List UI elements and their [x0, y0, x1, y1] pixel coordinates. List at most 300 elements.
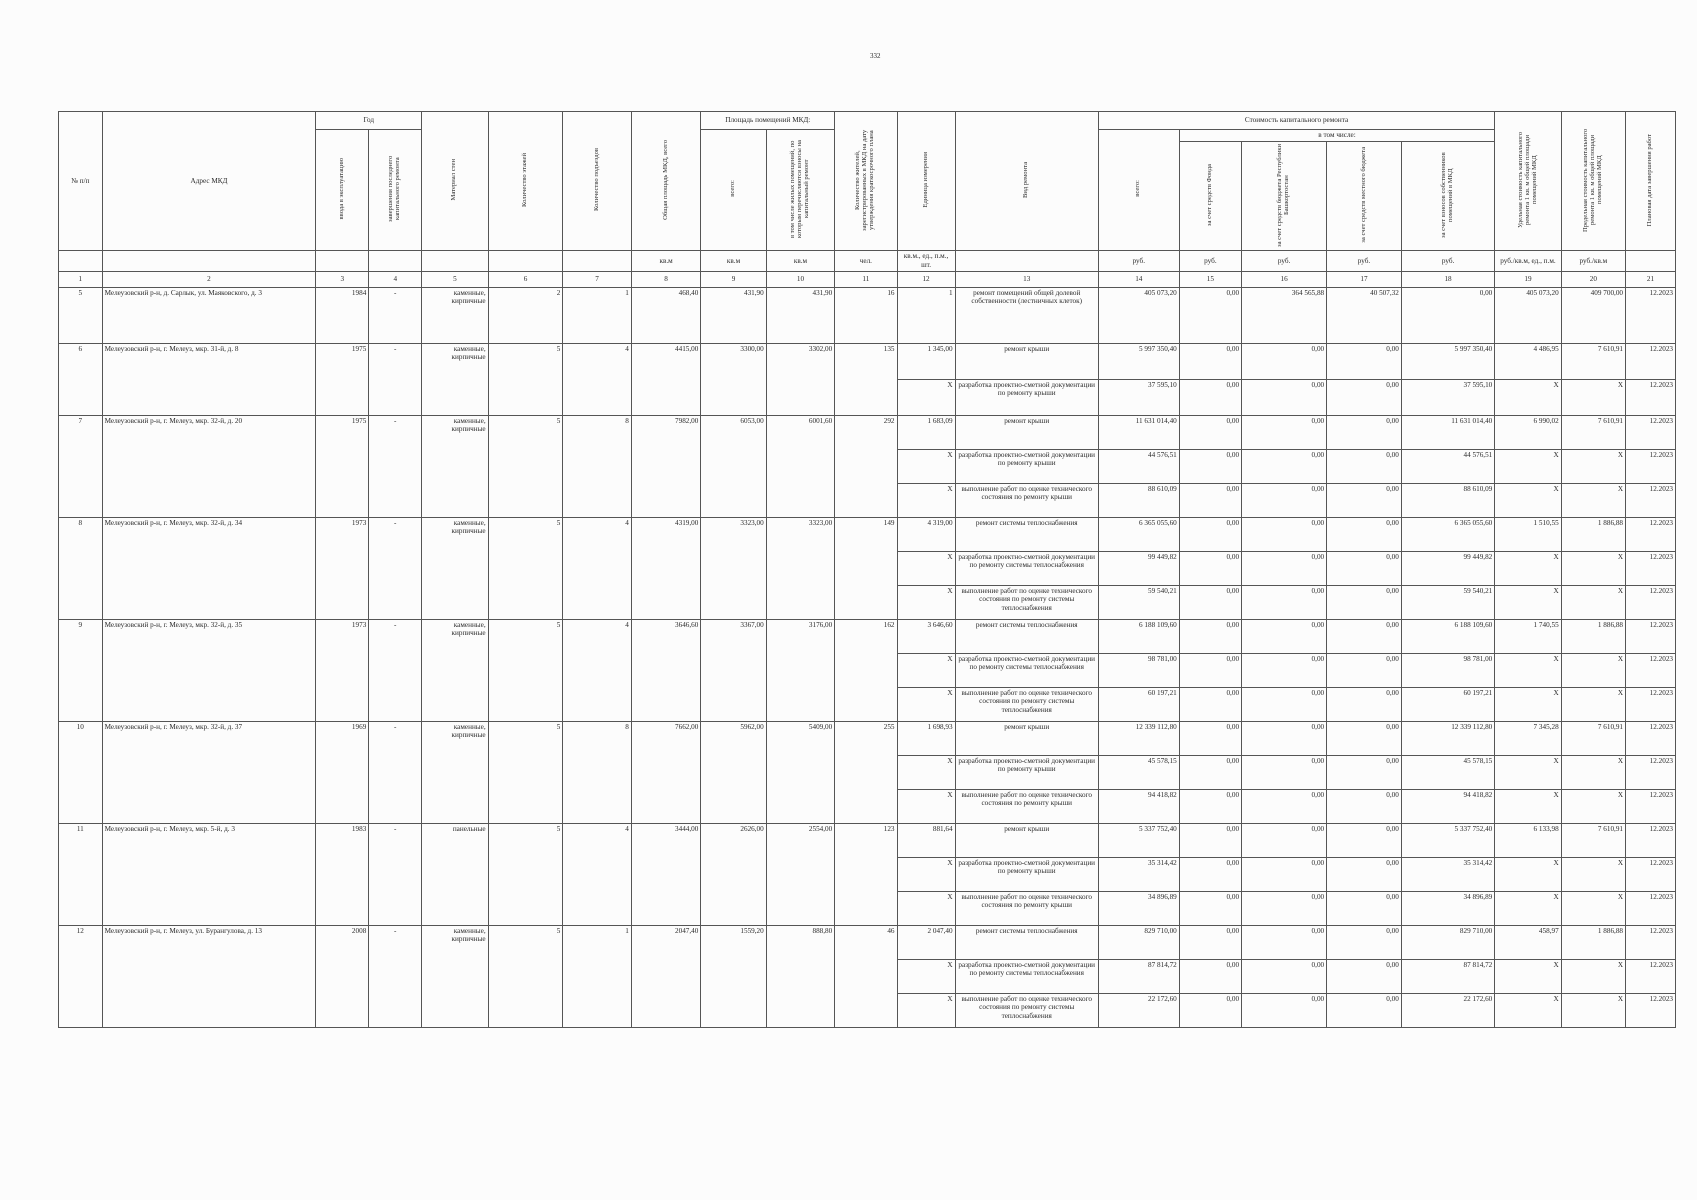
work-type: ремонт помещений общей долевой собственности (лестничных клеток) [955, 287, 1098, 343]
work-max-cost: 7 610,91 [1561, 721, 1625, 755]
work-quantity: 1 345,00 [897, 343, 955, 379]
work-quantity: X [897, 585, 955, 619]
work-max-cost: X [1561, 891, 1625, 925]
work-max-cost: X [1561, 551, 1625, 585]
header-specific-cost: Удельная стоимость капитального ремонта 1 кв. м общей площади помещений МКД [1495, 112, 1561, 251]
work-quantity: X [897, 891, 955, 925]
col-index: 7 [563, 271, 631, 287]
work-type: ремонт крыши [955, 823, 1098, 857]
col-index: 20 [1561, 271, 1625, 287]
header-year-group: Год [316, 112, 422, 130]
unit-cell: руб. [1401, 251, 1494, 271]
work-cost-republic: 0,00 [1242, 993, 1327, 1027]
row-premises-area: 2626,00 [701, 823, 766, 925]
row-last-repair: - [369, 619, 422, 721]
work-planned-date: 12.2023 [1626, 585, 1676, 619]
row-address: Мелеузовский р-н, г. Мелеуз, мкр. 31-й, д. 8 [102, 343, 316, 415]
work-cost-local: 0,00 [1327, 823, 1402, 857]
table-row [59, 823, 1676, 857]
unit-cell: руб. [1242, 251, 1327, 271]
work-max-cost: X [1561, 585, 1625, 619]
work-cost-republic: 0,00 [1242, 379, 1327, 415]
row-premises-paying: 2554,00 [766, 823, 835, 925]
work-planned-date: 12.2023 [1626, 857, 1676, 891]
work-cost-fund: 0,00 [1179, 891, 1241, 925]
table-header [59, 112, 1676, 288]
work-quantity: X [897, 687, 955, 721]
work-cost-local: 0,00 [1327, 857, 1402, 891]
row-floors: 5 [488, 619, 563, 721]
work-type: выполнение работ по оценке технического состояния по ремонту системы теплоснабжения [955, 993, 1098, 1027]
row-year: 1975 [316, 415, 369, 517]
row-number: 6 [59, 343, 103, 415]
work-specific-cost: X [1495, 959, 1561, 993]
row-walls: каменные, кирпичные [422, 925, 488, 1027]
work-cost-republic: 0,00 [1242, 619, 1327, 653]
work-quantity: X [897, 959, 955, 993]
header-cost-fund: за счет средств Фонда [1179, 141, 1241, 251]
work-cost-republic: 0,00 [1242, 823, 1327, 857]
unit-cell: руб. [1098, 251, 1179, 271]
header-planned-date: Плановая дата завершения работ [1626, 112, 1676, 251]
work-cost-fund: 0,00 [1179, 857, 1241, 891]
work-specific-cost: X [1495, 483, 1561, 517]
work-cost-local: 0,00 [1327, 959, 1402, 993]
work-planned-date: 12.2023 [1626, 379, 1676, 415]
work-specific-cost: X [1495, 449, 1561, 483]
col-index: 6 [488, 271, 563, 287]
unit-cell: руб./кв.м [1561, 251, 1625, 271]
col-index: 16 [1242, 271, 1327, 287]
work-cost-republic: 0,00 [1242, 415, 1327, 449]
work-cost-republic: 0,00 [1242, 959, 1327, 993]
work-cost-fund: 0,00 [1179, 287, 1241, 343]
work-type: разработка проектно-сметной документации по ремонту крыши [955, 449, 1098, 483]
row-residents: 162 [835, 619, 897, 721]
row-floors: 5 [488, 343, 563, 415]
col-index: 10 [766, 271, 835, 287]
work-max-cost: X [1561, 653, 1625, 687]
work-type: выполнение работ по оценке технического состояния по ремонту крыши [955, 483, 1098, 517]
work-cost-total: 11 631 014,40 [1098, 415, 1179, 449]
work-cost-local: 0,00 [1327, 721, 1402, 755]
work-max-cost: 1 886,88 [1561, 619, 1625, 653]
work-max-cost: 1 886,88 [1561, 517, 1625, 551]
work-type: разработка проектно-сметной документации по ремонту системы теплоснабжения [955, 551, 1098, 585]
work-specific-cost: X [1495, 551, 1561, 585]
header-cost-republic: за счет средств бюджета Республики Башкортостан [1242, 141, 1327, 251]
work-cost-republic: 0,00 [1242, 483, 1327, 517]
row-floors: 5 [488, 721, 563, 823]
work-cost-republic: 0,00 [1242, 517, 1327, 551]
row-entrances: 8 [563, 415, 631, 517]
col-index: 14 [1098, 271, 1179, 287]
work-cost-owners: 37 595,10 [1401, 379, 1494, 415]
work-cost-local: 0,00 [1327, 585, 1402, 619]
work-cost-total: 34 896,89 [1098, 891, 1179, 925]
work-cost-total: 94 418,82 [1098, 789, 1179, 823]
work-quantity: 1 698,93 [897, 721, 955, 755]
header-cost-group: Стоимость капитального ремонта [1098, 112, 1494, 130]
work-specific-cost: X [1495, 891, 1561, 925]
work-quantity: 2 047,40 [897, 925, 955, 959]
table-row [59, 619, 1676, 653]
col-index: 19 [1495, 271, 1561, 287]
header-repair-type: Вид ремонта [955, 112, 1098, 251]
work-type: ремонт крыши [955, 415, 1098, 449]
work-cost-republic: 0,00 [1242, 789, 1327, 823]
work-cost-total: 5 337 752,40 [1098, 823, 1179, 857]
work-cost-fund: 0,00 [1179, 823, 1241, 857]
col-index: 11 [835, 271, 897, 287]
row-floors: 5 [488, 415, 563, 517]
row-premises-paying: 3323,00 [766, 517, 835, 619]
table-row [59, 721, 1676, 755]
work-cost-fund: 0,00 [1179, 721, 1241, 755]
work-max-cost: 7 610,91 [1561, 343, 1625, 379]
row-entrances: 1 [563, 925, 631, 1027]
work-cost-owners: 44 576,51 [1401, 449, 1494, 483]
row-address: Мелеузовский р-н, г. Мелеуз, мкр. 32-й, д. 35 [102, 619, 316, 721]
work-planned-date: 12.2023 [1626, 925, 1676, 959]
work-planned-date: 12.2023 [1626, 755, 1676, 789]
work-cost-total: 59 540,21 [1098, 585, 1179, 619]
row-entrances: 1 [563, 287, 631, 343]
work-cost-local: 0,00 [1327, 687, 1402, 721]
col-index: 15 [1179, 271, 1241, 287]
work-cost-owners: 11 631 014,40 [1401, 415, 1494, 449]
row-last-repair: - [369, 721, 422, 823]
work-cost-local: 0,00 [1327, 755, 1402, 789]
work-cost-local: 0,00 [1327, 483, 1402, 517]
row-address: Мелеузовский р-н, г. Мелеуз, мкр. 32-й, д. 37 [102, 721, 316, 823]
row-total-area: 3646,60 [631, 619, 701, 721]
row-premises-paying: 888,80 [766, 925, 835, 1027]
work-cost-total: 35 314,42 [1098, 857, 1179, 891]
work-quantity: X [897, 449, 955, 483]
row-residents: 46 [835, 925, 897, 1027]
work-max-cost: X [1561, 789, 1625, 823]
work-specific-cost: 6 990,02 [1495, 415, 1561, 449]
row-residents: 135 [835, 343, 897, 415]
work-specific-cost: 4 486,95 [1495, 343, 1561, 379]
work-planned-date: 12.2023 [1626, 415, 1676, 449]
work-planned-date: 12.2023 [1626, 993, 1676, 1027]
work-planned-date: 12.2023 [1626, 551, 1676, 585]
row-address: Мелеузовский р-н, г. Мелеуз, мкр. 32-й, д. 34 [102, 517, 316, 619]
work-specific-cost: 1 510,55 [1495, 517, 1561, 551]
work-specific-cost: 458,97 [1495, 925, 1561, 959]
col-index: 18 [1401, 271, 1494, 287]
row-last-repair: - [369, 823, 422, 925]
work-max-cost: 1 886,88 [1561, 925, 1625, 959]
work-quantity: X [897, 379, 955, 415]
work-specific-cost: X [1495, 653, 1561, 687]
col-index: 21 [1626, 271, 1676, 287]
header-cost-incl: в том числе: [1179, 130, 1495, 142]
work-cost-fund: 0,00 [1179, 925, 1241, 959]
work-max-cost: X [1561, 379, 1625, 415]
work-type: выполнение работ по оценке технического состояния по ремонту крыши [955, 789, 1098, 823]
row-premises-area: 3323,00 [701, 517, 766, 619]
row-premises-paying: 3302,00 [766, 343, 835, 415]
row-number: 7 [59, 415, 103, 517]
row-year: 1975 [316, 343, 369, 415]
col-index: 9 [701, 271, 766, 287]
work-max-cost: 7 610,91 [1561, 823, 1625, 857]
work-cost-republic: 0,00 [1242, 925, 1327, 959]
work-planned-date: 12.2023 [1626, 483, 1676, 517]
row-address: Мелеузовский р-н, г. Мелеуз, мкр. 5-й, д. 3 [102, 823, 316, 925]
header-year-last-repair: завершения последнего капитального ремонта [369, 130, 422, 251]
units-row [59, 251, 1676, 271]
work-quantity: X [897, 653, 955, 687]
work-max-cost: X [1561, 449, 1625, 483]
work-cost-total: 87 814,72 [1098, 959, 1179, 993]
col-index: 3 [316, 271, 369, 287]
row-floors: 5 [488, 823, 563, 925]
work-type: разработка проектно-сметной документации по ремонту крыши [955, 379, 1098, 415]
row-year: 1969 [316, 721, 369, 823]
row-residents: 149 [835, 517, 897, 619]
header-cost-local: за счет средств местного бюджета [1327, 141, 1402, 251]
row-premises-area: 3367,00 [701, 619, 766, 721]
work-specific-cost: X [1495, 993, 1561, 1027]
row-residents: 292 [835, 415, 897, 517]
work-cost-local: 0,00 [1327, 449, 1402, 483]
work-cost-republic: 0,00 [1242, 755, 1327, 789]
row-total-area: 4415,00 [631, 343, 701, 415]
row-number: 11 [59, 823, 103, 925]
work-cost-owners: 22 172,60 [1401, 993, 1494, 1027]
work-specific-cost: 7 345,28 [1495, 721, 1561, 755]
work-planned-date: 12.2023 [1626, 789, 1676, 823]
work-max-cost: X [1561, 755, 1625, 789]
work-quantity: X [897, 483, 955, 517]
work-max-cost: 409 700,00 [1561, 287, 1625, 343]
row-last-repair: - [369, 415, 422, 517]
work-cost-owners: 5 337 752,40 [1401, 823, 1494, 857]
row-premises-area: 3300,00 [701, 343, 766, 415]
unit-cell: кв.м [631, 251, 701, 271]
header-premises-group: Площадь помещений МКД: [701, 112, 835, 130]
header-entrances: Количество подъездов [563, 112, 631, 251]
row-walls: каменные, кирпичные [422, 287, 488, 343]
page-number: 332 [870, 52, 881, 60]
header-cost-owners: за счет взносов собственников помещений в МКД [1401, 141, 1494, 251]
work-cost-fund: 0,00 [1179, 551, 1241, 585]
row-entrances: 4 [563, 517, 631, 619]
work-planned-date: 12.2023 [1626, 449, 1676, 483]
work-specific-cost: 6 133,98 [1495, 823, 1561, 857]
work-cost-owners: 45 578,15 [1401, 755, 1494, 789]
work-cost-total: 6 365 055,60 [1098, 517, 1179, 551]
header-walls: Материал стен [422, 112, 488, 251]
work-specific-cost: X [1495, 857, 1561, 891]
work-cost-local: 0,00 [1327, 415, 1402, 449]
row-walls: каменные, кирпичные [422, 619, 488, 721]
work-max-cost: X [1561, 483, 1625, 517]
work-type: выполнение работ по оценке технического состояния по ремонту крыши [955, 891, 1098, 925]
table-body [59, 287, 1676, 1027]
work-cost-republic: 0,00 [1242, 449, 1327, 483]
row-year: 1984 [316, 287, 369, 343]
work-cost-owners: 5 997 350,40 [1401, 343, 1494, 379]
work-cost-total: 22 172,60 [1098, 993, 1179, 1027]
row-year: 1973 [316, 517, 369, 619]
header-premises-paying: в том числе жилых помещений, по которым перечисляются взносы на капитальный ремонт [766, 130, 835, 251]
work-cost-local: 0,00 [1327, 379, 1402, 415]
col-index: 8 [631, 271, 701, 287]
work-max-cost: 7 610,91 [1561, 415, 1625, 449]
work-cost-owners: 94 418,82 [1401, 789, 1494, 823]
col-index: 17 [1327, 271, 1402, 287]
work-quantity: 1 683,09 [897, 415, 955, 449]
row-floors: 2 [488, 287, 563, 343]
work-cost-republic: 0,00 [1242, 653, 1327, 687]
work-cost-fund: 0,00 [1179, 343, 1241, 379]
work-max-cost: X [1561, 993, 1625, 1027]
row-entrances: 4 [563, 619, 631, 721]
work-cost-owners: 6 365 055,60 [1401, 517, 1494, 551]
work-cost-local: 0,00 [1327, 343, 1402, 379]
work-quantity: X [897, 551, 955, 585]
row-premises-paying: 5409,00 [766, 721, 835, 823]
work-max-cost: X [1561, 959, 1625, 993]
row-premises-area: 431,90 [701, 287, 766, 343]
work-cost-fund: 0,00 [1179, 619, 1241, 653]
work-type: разработка проектно-сметной документации по ремонту крыши [955, 857, 1098, 891]
work-cost-local: 0,00 [1327, 925, 1402, 959]
header-address: Адрес МКД [102, 112, 316, 251]
work-specific-cost: X [1495, 755, 1561, 789]
work-cost-owners: 6 188 109,60 [1401, 619, 1494, 653]
work-cost-total: 44 576,51 [1098, 449, 1179, 483]
row-premises-paying: 431,90 [766, 287, 835, 343]
work-cost-republic: 0,00 [1242, 891, 1327, 925]
column-index-row [59, 271, 1676, 287]
unit-cell: кв.м [701, 251, 766, 271]
work-quantity: X [897, 755, 955, 789]
work-planned-date: 12.2023 [1626, 619, 1676, 653]
row-residents: 255 [835, 721, 897, 823]
work-cost-fund: 0,00 [1179, 959, 1241, 993]
work-cost-fund: 0,00 [1179, 993, 1241, 1027]
row-number: 8 [59, 517, 103, 619]
work-cost-total: 88 610,09 [1098, 483, 1179, 517]
work-planned-date: 12.2023 [1626, 517, 1676, 551]
work-cost-owners: 34 896,89 [1401, 891, 1494, 925]
table-row [59, 415, 1676, 449]
row-last-repair: - [369, 925, 422, 1027]
work-quantity: 881,64 [897, 823, 955, 857]
row-premises-paying: 3176,00 [766, 619, 835, 721]
work-cost-total: 405 073,20 [1098, 287, 1179, 343]
work-cost-local: 0,00 [1327, 517, 1402, 551]
row-number: 12 [59, 925, 103, 1027]
row-total-area: 4319,00 [631, 517, 701, 619]
header-residents: Количество жителей, зарегистрированных в МКД на дату утверждения краткосрочного плана [835, 112, 897, 251]
header-premises-total: всего: [701, 130, 766, 251]
row-address: Мелеузовский р-н, д. Сарлык, ул. Маяковского, д. 3 [102, 287, 316, 343]
work-planned-date: 12.2023 [1626, 343, 1676, 379]
work-planned-date: 12.2023 [1626, 721, 1676, 755]
work-cost-owners: 829 710,00 [1401, 925, 1494, 959]
work-specific-cost: 1 740,55 [1495, 619, 1561, 653]
work-planned-date: 12.2023 [1626, 687, 1676, 721]
work-type: разработка проектно-сметной документации по ремонту системы теплоснабжения [955, 653, 1098, 687]
row-year: 2008 [316, 925, 369, 1027]
table-row [59, 287, 1676, 343]
work-cost-local: 0,00 [1327, 653, 1402, 687]
header-num: № п/п [59, 112, 103, 251]
work-planned-date: 12.2023 [1626, 823, 1676, 857]
work-cost-owners: 35 314,42 [1401, 857, 1494, 891]
unit-cell: руб. [1327, 251, 1402, 271]
row-number: 9 [59, 619, 103, 721]
row-total-area: 3444,00 [631, 823, 701, 925]
unit-cell: кв.м [766, 251, 835, 271]
row-total-area: 2047,40 [631, 925, 701, 1027]
row-walls: каменные, кирпичные [422, 721, 488, 823]
work-cost-total: 99 449,82 [1098, 551, 1179, 585]
work-planned-date: 12.2023 [1626, 287, 1676, 343]
work-specific-cost: X [1495, 379, 1561, 415]
header-year-commission: ввода в эксплуатацию [316, 130, 369, 251]
row-total-area: 7662,00 [631, 721, 701, 823]
unit-cell: руб./кв.м, ед., п.м. [1495, 251, 1561, 271]
work-cost-owners: 0,00 [1401, 287, 1494, 343]
work-cost-fund: 0,00 [1179, 755, 1241, 789]
work-cost-total: 12 339 112,80 [1098, 721, 1179, 755]
work-cost-republic: 364 565,88 [1242, 287, 1327, 343]
work-specific-cost: X [1495, 789, 1561, 823]
work-cost-owners: 88 610,09 [1401, 483, 1494, 517]
row-total-area: 7982,00 [631, 415, 701, 517]
row-year: 1973 [316, 619, 369, 721]
table-row [59, 925, 1676, 959]
row-walls: каменные, кирпичные [422, 415, 488, 517]
row-number: 10 [59, 721, 103, 823]
work-max-cost: X [1561, 857, 1625, 891]
col-index: 2 [102, 271, 316, 287]
work-type: ремонт крыши [955, 343, 1098, 379]
work-cost-local: 0,00 [1327, 619, 1402, 653]
work-cost-fund: 0,00 [1179, 585, 1241, 619]
work-type: ремонт системы теплоснабжения [955, 619, 1098, 653]
work-cost-local: 40 507,32 [1327, 287, 1402, 343]
work-cost-owners: 87 814,72 [1401, 959, 1494, 993]
work-type: выполнение работ по оценке технического состояния по ремонту системы теплоснабжения [955, 585, 1098, 619]
work-planned-date: 12.2023 [1626, 653, 1676, 687]
work-cost-total: 45 578,15 [1098, 755, 1179, 789]
work-cost-republic: 0,00 [1242, 585, 1327, 619]
work-type: разработка проектно-сметной документации по ремонту крыши [955, 755, 1098, 789]
work-cost-fund: 0,00 [1179, 449, 1241, 483]
work-quantity: X [897, 857, 955, 891]
row-floors: 5 [488, 925, 563, 1027]
work-max-cost: X [1561, 687, 1625, 721]
col-index: 5 [422, 271, 488, 287]
work-cost-owners: 60 197,21 [1401, 687, 1494, 721]
row-last-repair: - [369, 517, 422, 619]
work-planned-date: 12.2023 [1626, 959, 1676, 993]
work-planned-date: 12.2023 [1626, 891, 1676, 925]
work-cost-fund: 0,00 [1179, 653, 1241, 687]
row-address: Мелеузовский р-н, г. Мелеуз, мкр. 32-й, д. 20 [102, 415, 316, 517]
work-cost-fund: 0,00 [1179, 789, 1241, 823]
work-cost-total: 6 188 109,60 [1098, 619, 1179, 653]
